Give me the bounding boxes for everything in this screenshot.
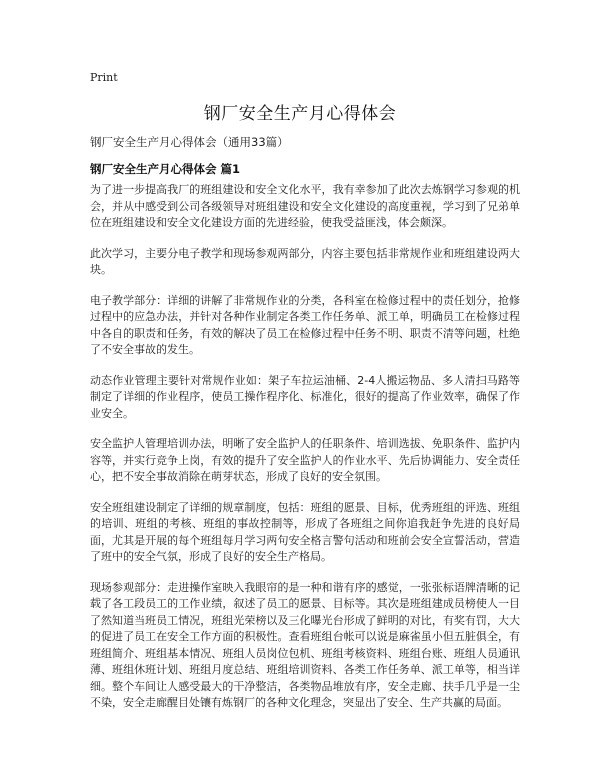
paragraph-3: 电子教学部分：详细的讲解了非常规作业的分类，各科室在检修过程中的责任划分，抢修过程中的应急办法，并针对各种作业制定各类工作任务单、派工单，明确员工在检修过程中各自的职责和任务，有效的解决了员工在检修过程中任务不明、职责不清等问题，杜绝了不安全事故的发生。 [90, 293, 520, 356]
document-title: 钢厂安全生产月心得体会 [203, 104, 397, 124]
section-heading: 钢厂安全生产月心得体会 篇1 [90, 162, 241, 176]
paragraph-1: 为了进一步提高我厂的班组建设和安全文化水平，我有幸参加了此次去炼钢学习参观的机会，并从中感受到公司各级领导对班组建设和安全文化建设的高度重视，学习到了兄弟单位在班组建设和安全文化建设方面的先进经验，使我受益匪浅，体会颇深。 [90, 183, 520, 229]
document-subtitle: 钢厂安全生产月心得体会（通用33篇） [90, 135, 289, 149]
paragraph-2: 此次学习，主要分电子教学和现场参观两部分，内容主要包括非常规作业和班组建设两大块。 [90, 246, 520, 276]
paragraph-6: 安全班组建设制定了详细的规章制度，包括：班组的愿景、目标，优秀班组的评选、班组的培训、班组的考核、班组的事故控制等，形成了各班组之间你追我赶争先进的良好局面，尤其是开展的每个班组每月学习两句安全格言警句活动和班前会安全宣誓活动，营造了班中的安全气氛，形成了良好的安全生产格局。 [90, 500, 520, 563]
paragraph-5: 安全监护人管理培训办法，明晰了安全监护人的任职条件、培训选拔、免职条件、监护内容等，并实行竞争上岗，有效的提升了安全监护人的作业水平、先后协调能力、安全责任心，把不安全事故消除在萌芽状态，形成了良好的安全氛围。 [90, 437, 520, 483]
paragraph-4: 动态作业管理主要针对常规作业如：架子车拉运油桶、2-4人搬运物品、多人清扫马路等制定了详细的作业程序，使员工操作程序化、标准化，很好的提高了作业效率，确保了作业安全。 [90, 373, 520, 420]
paragraph-7: 现场参观部分：走进操作室映入我眼帘的是一种和谐有序的感觉，一张张标语牌清晰的记载了各工段员工的工作业绩，叙述了员工的愿景、目标等。其次是班组建成员榜使人一目了然知道当班员工情况，班组光荣榜以及三化曝光台形成了鲜明的对比，有奖有罚，大大的促进了员工在安全工作方面的积极性。查看班组台帐可以说是麻雀虽小但五脏俱全，有班组简介、班组基本情况、班组人员岗位包机、班组考核资料、班组台账、班组人员通讯薄、班组休班计划、班组月度总结、班组培训资料、各类工作任务单、派工单等，相当详细。整个车间让人感受最大的干净整洁，各类物品堆放有序，安全走廊、扶手几乎是一尘不染，安全走廊醒目处镶有炼钢厂的各种文化理念，突显出了安全、生产共赢的局面。 [90, 580, 520, 709]
document-body [90, 182, 520, 726]
print-label[interactable]: Print [90, 71, 118, 84]
